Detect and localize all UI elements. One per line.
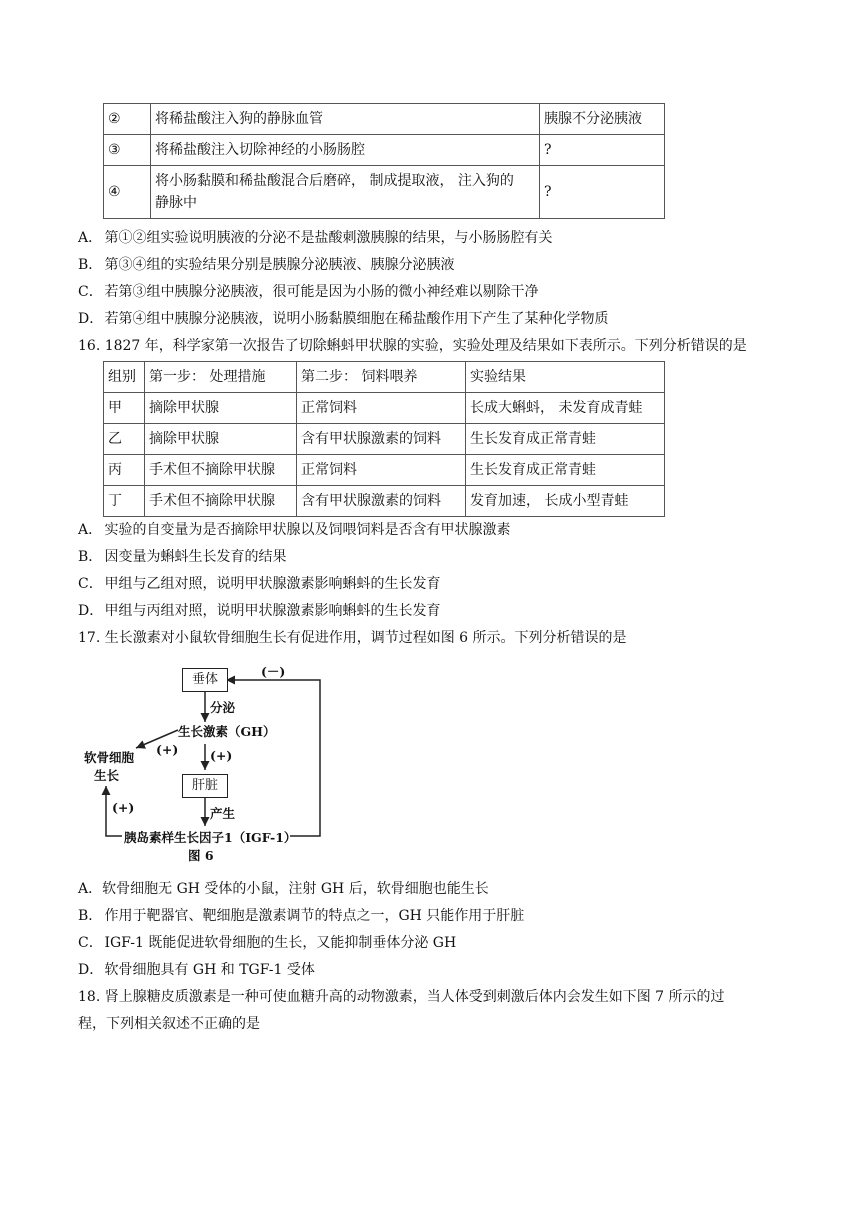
table-header: 第二步： 饲料喂养 <box>297 362 466 393</box>
igf-label: 胰岛素样生长因子1（IGF-1） <box>124 830 297 845</box>
table-cell: 手术但不摘除甲状腺 <box>145 455 297 486</box>
table-cell: 正常饲料 <box>297 455 466 486</box>
table-cell: 含有甲状腺激素的饲料 <box>297 486 466 517</box>
option-key: A． <box>78 522 103 538</box>
table-cell: 长成大蝌蚪， 未发育成青蛙 <box>466 393 665 424</box>
cartilage-label: 软骨细胞 <box>84 750 135 765</box>
plus-label: (+) <box>156 742 179 757</box>
option-d <box>78 600 440 622</box>
option-b <box>78 905 524 927</box>
table-cell: 手术但不摘除甲状腺 <box>145 486 297 517</box>
option-key: B． <box>78 908 103 924</box>
question-16-stem: 16. 1827 年，科学家第一次报告了切除蝌蚪甲状腺的实验，实验处理及结果如下表所示。下列分析错误的是 <box>78 338 747 354</box>
option-text: IGF-1 既能促进软骨细胞的生长，又能抑制垂体分泌 GH <box>104 935 457 951</box>
option-a <box>78 519 510 541</box>
experiment-table-2 <box>103 361 665 517</box>
option-text: 若第④组中胰腺分泌胰液，说明小肠黏膜细胞在稀盐酸作用下产生了某种化学物质 <box>104 311 609 327</box>
option-text: 若第③组中胰腺分泌胰液，很可能是因为小肠的微小神经难以剔除干净 <box>104 284 539 300</box>
produce-label: 产生 <box>210 806 236 821</box>
question-18-stem: 18. 肾上腺糖皮质激素是一种可使血糖升高的动物激素，当人体受到刺激后体内会发生如下图 7 所示的过 <box>78 989 725 1005</box>
table-header-row <box>104 362 665 393</box>
figure-6-diagram <box>78 660 338 870</box>
experiment-table-1 <box>103 103 665 219</box>
question-18-stem-cont: 程，下列相关叙述不正确的是 <box>78 1016 260 1032</box>
cell-line: 将小肠黏膜和稀盐酸混合后磨碎， 制成提取液， 注入狗的 <box>155 173 514 189</box>
option-d <box>78 308 608 330</box>
table-cell: 生长发育成正常青蛙 <box>466 424 665 455</box>
cell-line: 静脉中 <box>155 195 197 211</box>
minus-label: (－) <box>261 664 286 679</box>
liver-box: 肝脏 <box>182 774 228 798</box>
figure-caption: 图 6 <box>188 848 214 863</box>
table-cell: 胰腺不分泌胰液 <box>540 104 665 135</box>
option-key: A． <box>78 230 103 246</box>
table-row <box>104 486 665 517</box>
table-row <box>104 104 665 135</box>
option-key: C． <box>78 576 103 592</box>
table-cell: ② <box>104 104 151 135</box>
table-row <box>104 455 665 486</box>
option-a <box>78 878 489 900</box>
option-b <box>78 546 286 568</box>
table-cell: 摘除甲状腺 <box>145 393 297 424</box>
option-a <box>78 227 552 249</box>
option-key: B． <box>78 257 103 273</box>
option-key: A． <box>78 881 103 897</box>
table-cell: 含有甲状腺激素的饲料 <box>297 424 466 455</box>
table-cell <box>151 166 540 219</box>
table-cell: 丁 <box>104 486 145 517</box>
option-text: 因变量为蝌蚪生长发育的结果 <box>104 549 287 565</box>
table-cell: ? <box>540 135 665 166</box>
table-row <box>104 424 665 455</box>
option-text: 实验的自变量为是否摘除甲状腺以及饲喂饲料是否含有甲状腺激素 <box>104 522 511 538</box>
option-text: 作用于靶器官、靶细胞是激素调节的特点之一，GH 只能作用于肝脏 <box>104 908 525 924</box>
table-row <box>104 166 665 219</box>
option-key: D． <box>78 962 104 978</box>
option-c <box>78 573 440 595</box>
table-cell: 生长发育成正常青蛙 <box>466 455 665 486</box>
table-header: 组别 <box>104 362 145 393</box>
secrete-label: 分泌 <box>210 700 236 715</box>
option-key: D． <box>78 311 104 327</box>
table-cell: ③ <box>104 135 151 166</box>
plus-label: (+) <box>112 800 135 815</box>
option-text: 软骨细胞具有 GH 和 TGF-1 受体 <box>104 962 315 978</box>
option-c <box>78 932 456 954</box>
table-cell: 将稀盐酸注入狗的静脉血管 <box>151 104 540 135</box>
table-cell: 将稀盐酸注入切除神经的小肠肠腔 <box>151 135 540 166</box>
table-cell: ? <box>540 166 665 219</box>
table-cell: 摘除甲状腺 <box>145 424 297 455</box>
table-cell: 甲 <box>104 393 145 424</box>
table-cell: ④ <box>104 166 151 219</box>
question-17-stem: 17. 生长激素对小鼠软骨细胞生长有促进作用，调节过程如图 6 所示。下列分析错误的是 <box>78 630 627 646</box>
gh-label: 生长激素（GH） <box>178 724 276 739</box>
table-cell: 发育加速， 长成小型青蛙 <box>466 486 665 517</box>
option-text: 第③④组的实验结果分别是胰腺分泌胰液、胰腺分泌胰液 <box>104 257 455 273</box>
table-row <box>104 135 665 166</box>
option-b <box>78 254 454 276</box>
table-cell: 正常饲料 <box>297 393 466 424</box>
table-cell: 乙 <box>104 424 145 455</box>
option-text: 甲组与乙组对照，说明甲状腺激素影响蝌蚪的生长发育 <box>104 576 441 592</box>
feedback-arrow <box>226 680 320 836</box>
pituitary-box: 垂体 <box>182 668 228 692</box>
option-key: D． <box>78 603 104 619</box>
option-text: 第①②组实验说明胰液的分泌不是盐酸刺激胰腺的结果，与小肠肠腔有关 <box>104 230 553 246</box>
table-row <box>104 393 665 424</box>
option-key: C． <box>78 284 103 300</box>
cartilage-label-2: 生长 <box>94 768 120 783</box>
option-text: 软骨细胞无 GH 受体的小鼠，注射 GH 后，软骨细胞也能生长 <box>102 881 489 897</box>
option-d <box>78 959 315 981</box>
option-text: 甲组与丙组对照，说明甲状腺激素影响蝌蚪的生长发育 <box>104 603 441 619</box>
plus-label: (+) <box>210 748 233 763</box>
table-header: 实验结果 <box>466 362 665 393</box>
table-cell: 丙 <box>104 455 145 486</box>
option-c <box>78 281 538 303</box>
table-header: 第一步： 处理措施 <box>145 362 297 393</box>
option-key: B． <box>78 549 103 565</box>
option-key: C． <box>78 935 103 951</box>
